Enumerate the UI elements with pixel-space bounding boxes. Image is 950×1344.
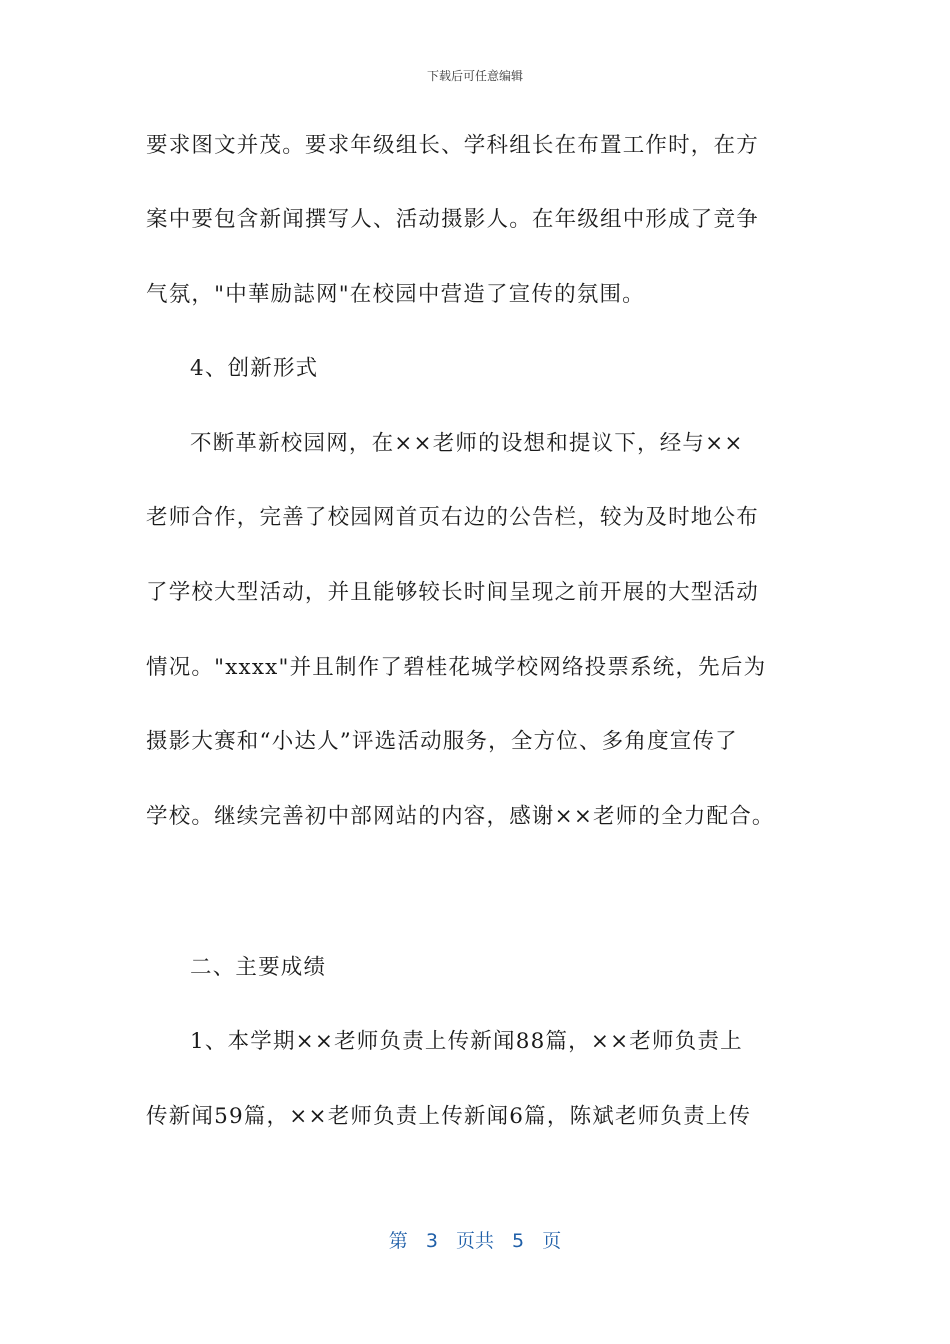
footer-label-total: 页共 [455,1230,494,1252]
paragraph-line: 了学校大型活动，并且能够较长时间呈现之前开展的大型活动 [146,580,759,605]
paragraph-line: 老师合作，完善了校园网首页右边的公告栏，较为及时地公布 [146,505,759,530]
paragraph-line: 学校。继续完善初中部网站的内容，感谢××老师的全力配合。 [146,804,775,829]
paragraph-line: 情况。"xxxx"并且制作了碧桂花城学校网络投票系统，先后为 [146,655,767,680]
paragraph-line: 1、本学期××老师负责上传新闻88篇，××老师负责上 [190,1029,743,1054]
paragraph-line: 气氛，"中華励誌网"在校园中营造了宣传的氛围。 [146,282,645,307]
paragraph-line: 案中要包含新闻撰写人、活动摄影人。在年级组中形成了竞争 [146,207,759,232]
footer-label-end: 页 [542,1230,562,1252]
section-heading: 二、主要成绩 [190,955,327,980]
paragraph-line: 不断革新校园网，在××老师的设想和提议下，经与×× [190,431,744,456]
section-heading: 4、创新形式 [190,356,319,381]
paragraph-line: 传新闻59篇，××老师负责上传新闻6篇，陈斌老师负责上传 [146,1104,752,1129]
footer-label-page: 第 [388,1230,408,1252]
footer-current-page: 3 [425,1230,438,1252]
paragraph-line: 要求图文并茂。要求年级组长、学科组长在布置工作时，在方 [146,133,759,158]
footer-total-pages: 5 [512,1230,525,1252]
page-footer [0,1226,950,1253]
paragraph-line: 摄影大赛和“小达人”评选活动服务，全方位、多角度宣传了 [146,729,738,754]
page-header-note: 下载后可任意编辑 [426,69,523,83]
